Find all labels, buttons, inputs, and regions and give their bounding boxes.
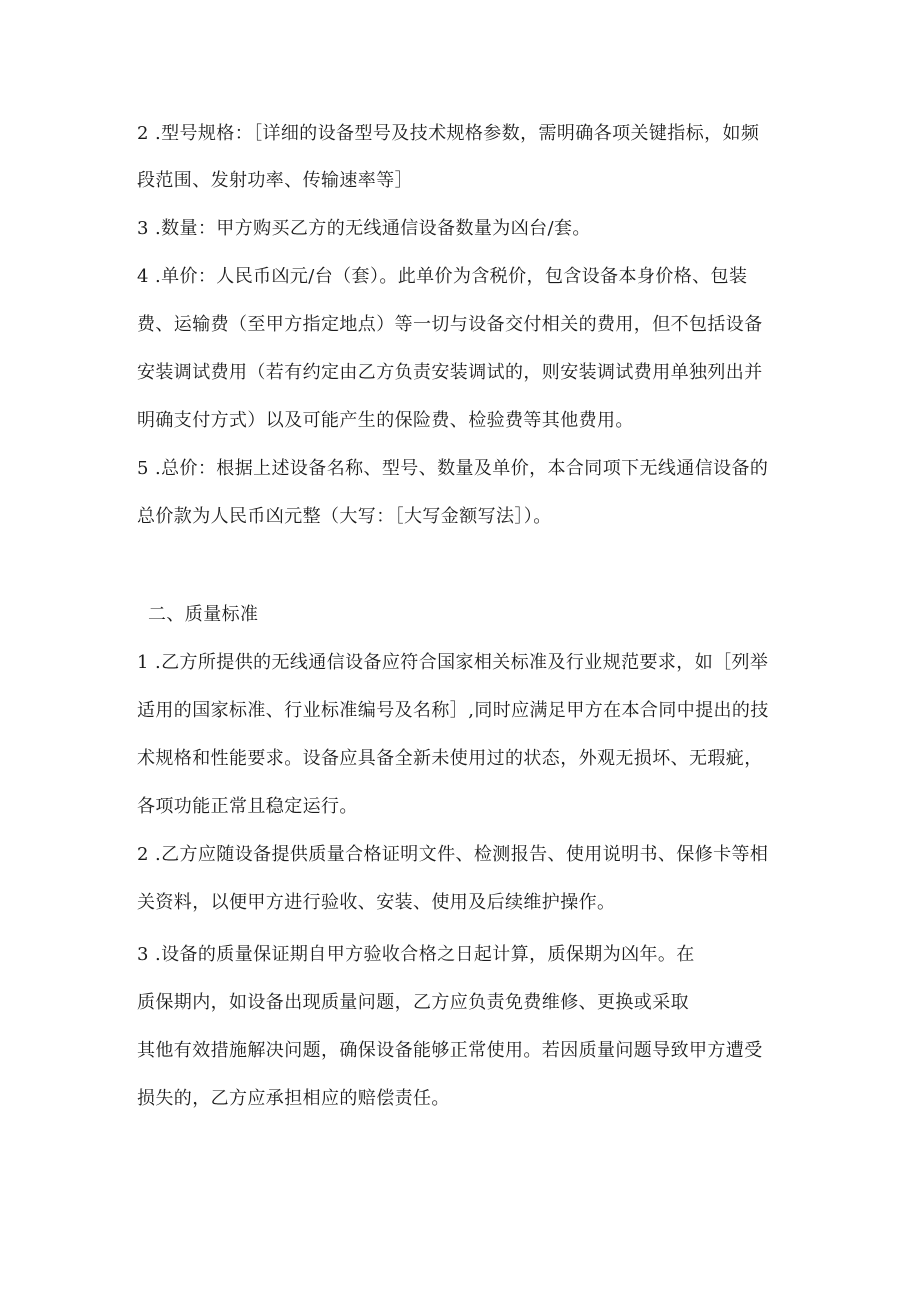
text-line: 其他有效措施解决问题，确保设备能够正常使用。若因质量问题导致甲方遭受 [137, 1040, 763, 1061]
text-line: 5 .总价：根据上述设备名称、型号、数量及单价，本合同项下无线通信设备的 [137, 458, 769, 479]
text-line: 术规格和性能要求。设备应具备全新未使用过的状态，外观无损坏、无瑕疵， [137, 748, 763, 769]
text-line: 关资料，以便甲方进行验收、安装、使用及后续维护操作。 [137, 892, 616, 913]
text-line: 损失的，乙方应承担相应的赔偿责任。 [137, 1088, 450, 1109]
text-line: 明确支付方式）以及可能产生的保险费、检验费等其他费用。 [137, 410, 634, 431]
text-line: 总价款为人民币凶元整（大写：［大写金额写法］）。 [137, 506, 552, 527]
text-line: 适用的国家标准、行业标准编号及名称］,同时应满足甲方在本合同中提出的技 [137, 700, 769, 721]
section-heading: 二、质量标准 [148, 604, 259, 625]
text-line: 2 .型号规格：［详细的设备型号及技术规格参数，需明确各项关键指标，如频 [137, 123, 760, 144]
text-line: 费、运输费（至甲方指定地点）等一切与设备交付相关的费用，但不包括设备 [137, 314, 763, 335]
text-line: 各项功能正常且稳定运行。 [137, 796, 358, 817]
text-line: 1 .乙方所提供的无线通信设备应符合国家相关标准及行业规范要求，如［列举 [137, 652, 769, 673]
text-line: 段范围、发射功率、传输速率等］ [137, 170, 413, 191]
text-line: 质保期内，如设备出现质量问题，乙方应负责免费维修、更换或采取 [137, 992, 689, 1013]
text-line: 3 .数量：甲方购买乙方的无线通信设备数量为凶台/套。 [137, 218, 591, 239]
text-line: 安装调试费用（若有约定由乙方负责安装调试的，则安装调试费用单独列出并 [137, 362, 763, 383]
text-line: 2 .乙方应随设备提供质量合格证明文件、检测报告、使用说明书、保修卡等相 [137, 844, 769, 865]
text-line: 4 .单价：人民币凶元/台（套）。此单价为含税价，包含设备本身价格、包装 [137, 266, 748, 287]
text-line: 3 .设备的质量保证期自甲方验收合格之日起计算，质保期为凶年。在 [137, 944, 695, 965]
